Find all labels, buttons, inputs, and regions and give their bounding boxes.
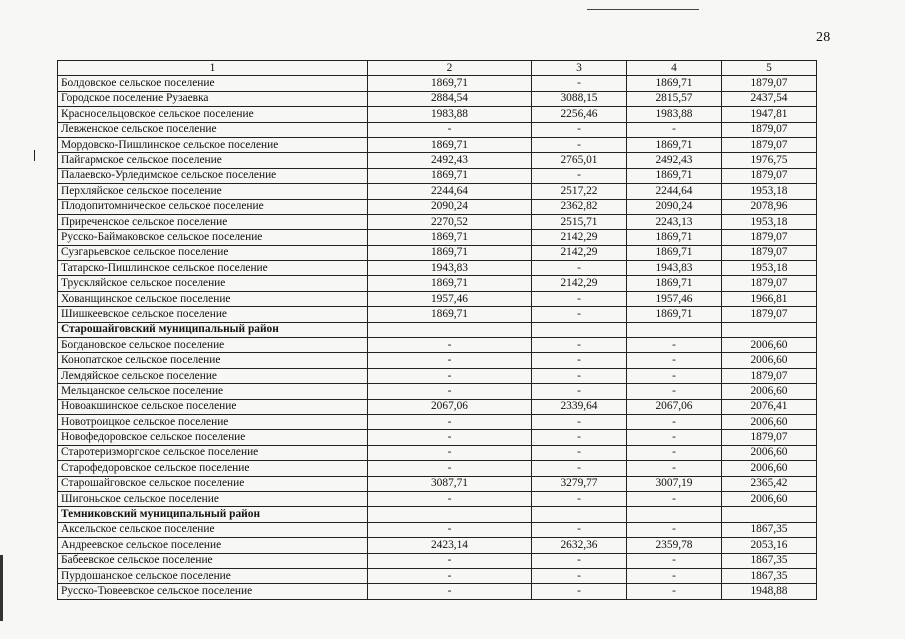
settlement-name-cell: Старотеризморгское сельское поселение	[58, 445, 368, 460]
settlement-name-cell: Русско-Тювеевское сельское поселение	[58, 584, 368, 599]
value-cell-col3: -	[532, 338, 627, 353]
value-cell-col4: 1869,71	[627, 307, 722, 322]
table-row	[58, 568, 817, 583]
table-row	[58, 307, 817, 322]
value-cell-col4: 2243,13	[627, 214, 722, 229]
value-cell-col5: 2006,60	[722, 445, 817, 460]
table-row	[58, 353, 817, 368]
value-cell-col5: 1879,07	[722, 137, 817, 152]
value-cell-col5: 2006,60	[722, 414, 817, 429]
table-row	[58, 122, 817, 137]
value-cell-col3: -	[532, 522, 627, 537]
settlement-name-cell: Мельцанское сельское поселение	[58, 384, 368, 399]
settlement-name-cell: Пайгармское сельское поселение	[58, 153, 368, 168]
value-cell-col3: 2517,22	[532, 184, 627, 199]
value-cell-col2: -	[368, 568, 532, 583]
value-cell-col4: -	[627, 553, 722, 568]
value-cell-col2: -	[368, 384, 532, 399]
settlement-name-cell: Андреевское сельское поселение	[58, 538, 368, 553]
value-cell-col3: 2142,29	[532, 276, 627, 291]
value-cell-col3: 2515,71	[532, 214, 627, 229]
value-cell-col4: -	[627, 338, 722, 353]
value-cell-col5: 1879,07	[722, 430, 817, 445]
table-row	[58, 245, 817, 260]
header-cell: 3	[532, 61, 627, 76]
settlement-name-cell: Шигоньское сельское поселение	[58, 491, 368, 506]
table-row	[58, 399, 817, 414]
value-cell-col2: 2492,43	[368, 153, 532, 168]
value-cell-col3: 2142,29	[532, 245, 627, 260]
settlement-name-cell: Хованщинское сельское поселение	[58, 291, 368, 306]
value-cell-col4: -	[627, 414, 722, 429]
value-cell-col5: 2006,60	[722, 461, 817, 476]
value-cell-col2: 1983,88	[368, 107, 532, 122]
value-cell-col3: -	[532, 307, 627, 322]
value-cell-col4: 1957,46	[627, 291, 722, 306]
value-cell-col3	[532, 507, 627, 522]
value-cell-col4: -	[627, 584, 722, 599]
table-row	[58, 338, 817, 353]
table-row	[58, 91, 817, 106]
value-cell-col2: -	[368, 122, 532, 137]
value-cell-col4: -	[627, 568, 722, 583]
settlement-name-cell: Палаевско-Урледимское сельское поселение	[58, 168, 368, 183]
header-cell: 4	[627, 61, 722, 76]
value-cell-col5: 1879,07	[722, 76, 817, 91]
value-cell-col5: 1947,81	[722, 107, 817, 122]
value-cell-col4: -	[627, 353, 722, 368]
value-cell-col5: 2365,42	[722, 476, 817, 491]
settlement-name-cell: Трускляйское сельское поселение	[58, 276, 368, 291]
table-row	[58, 230, 817, 245]
value-cell-col4: -	[627, 461, 722, 476]
value-cell-col4: -	[627, 522, 722, 537]
value-cell-col2: 1869,71	[368, 168, 532, 183]
value-cell-col3: -	[532, 168, 627, 183]
value-cell-col2: 1869,71	[368, 276, 532, 291]
value-cell-col5: 1966,81	[722, 291, 817, 306]
value-cell-col5: 1948,88	[722, 584, 817, 599]
value-cell-col3: 2339,64	[532, 399, 627, 414]
value-cell-col5: 1879,07	[722, 168, 817, 183]
settlement-name-cell: Новоакшинское сельское поселение	[58, 399, 368, 414]
table-row	[58, 261, 817, 276]
value-cell-col2: 2067,06	[368, 399, 532, 414]
page-number: 28	[816, 30, 831, 45]
table-row	[58, 276, 817, 291]
value-cell-col2: -	[368, 353, 532, 368]
value-cell-col2: 3087,71	[368, 476, 532, 491]
section-row	[58, 322, 817, 337]
value-cell-col5: 1879,07	[722, 122, 817, 137]
value-cell-col4: 2492,43	[627, 153, 722, 168]
header-cell: 2	[368, 61, 532, 76]
value-cell-col4: 1869,71	[627, 276, 722, 291]
value-cell-col3: 2632,36	[532, 538, 627, 553]
value-cell-col4	[627, 507, 722, 522]
data-table	[57, 60, 817, 600]
header-cell: 1	[58, 61, 368, 76]
value-cell-col2: 1869,71	[368, 76, 532, 91]
settlement-name-cell: Плодопитомническое сельское поселение	[58, 199, 368, 214]
section-row	[58, 507, 817, 522]
value-cell-col4: 1869,71	[627, 76, 722, 91]
value-cell-col5: 1953,18	[722, 261, 817, 276]
value-cell-col3: 2765,01	[532, 153, 627, 168]
value-cell-col4: 1869,71	[627, 168, 722, 183]
value-cell-col5: 2006,60	[722, 353, 817, 368]
table-row	[58, 368, 817, 383]
value-cell-col4: 2090,24	[627, 199, 722, 214]
value-cell-col2: 1869,71	[368, 307, 532, 322]
value-cell-col5: 2053,16	[722, 538, 817, 553]
value-cell-col5: 1953,18	[722, 214, 817, 229]
value-cell-col2: -	[368, 445, 532, 460]
value-cell-col5: 1976,75	[722, 153, 817, 168]
table-row	[58, 384, 817, 399]
value-cell-col3: 3088,15	[532, 91, 627, 106]
settlement-name-cell: Богдановское сельское поселение	[58, 338, 368, 353]
value-cell-col4: 1943,83	[627, 261, 722, 276]
binding-mark	[0, 555, 3, 621]
value-cell-col5: 1879,07	[722, 276, 817, 291]
settlement-name-cell: Лемдяйское сельское поселение	[58, 368, 368, 383]
table-row	[58, 445, 817, 460]
settlement-name-cell: Конопатское сельское поселение	[58, 353, 368, 368]
value-cell-col2: -	[368, 584, 532, 599]
value-cell-col5: 1879,07	[722, 307, 817, 322]
value-cell-col2	[368, 507, 532, 522]
value-cell-col3: 3279,77	[532, 476, 627, 491]
value-cell-col4: 1869,71	[627, 245, 722, 260]
value-cell-col5: 1867,35	[722, 553, 817, 568]
settlement-name-cell: Пурдошанское сельское поселение	[58, 568, 368, 583]
settlement-name-cell: Перхляйское сельское поселение	[58, 184, 368, 199]
settlement-name-cell: Сузгарьевское сельское поселение	[58, 245, 368, 260]
value-cell-col3: -	[532, 137, 627, 152]
value-cell-col2: 1957,46	[368, 291, 532, 306]
table-row	[58, 184, 817, 199]
value-cell-col5: 2006,60	[722, 384, 817, 399]
value-cell-col4: 2359,78	[627, 538, 722, 553]
table-row	[58, 168, 817, 183]
value-cell-col5: 1953,18	[722, 184, 817, 199]
value-cell-col3: -	[532, 384, 627, 399]
settlement-name-cell: Русско-Баймаковское сельское поселение	[58, 230, 368, 245]
value-cell-col3: -	[532, 430, 627, 445]
table-row	[58, 538, 817, 553]
settlement-name-cell: Мордовско-Пишлинское сельское поселение	[58, 137, 368, 152]
settlement-name-cell: Городское поселение Рузаевка	[58, 91, 368, 106]
value-cell-col5: 1867,35	[722, 522, 817, 537]
value-cell-col2: -	[368, 338, 532, 353]
value-cell-col3: -	[532, 553, 627, 568]
value-cell-col3: 2142,29	[532, 230, 627, 245]
settlement-name-cell: Левженское сельское поселение	[58, 122, 368, 137]
settlement-name-cell: Темниковский муниципальный район	[58, 507, 368, 522]
value-cell-col5: 2078,96	[722, 199, 817, 214]
value-cell-col3: -	[532, 261, 627, 276]
table-row	[58, 584, 817, 599]
value-cell-col2: -	[368, 461, 532, 476]
value-cell-col3: -	[532, 291, 627, 306]
value-cell-col5: 1867,35	[722, 568, 817, 583]
value-cell-col2: 2270,52	[368, 214, 532, 229]
table-row	[58, 522, 817, 537]
settlement-name-cell: Болдовское сельское поселение	[58, 76, 368, 91]
table-row	[58, 214, 817, 229]
value-cell-col2: -	[368, 430, 532, 445]
table-row	[58, 414, 817, 429]
value-cell-col2: -	[368, 522, 532, 537]
value-cell-col2: 2090,24	[368, 199, 532, 214]
value-cell-col2: -	[368, 368, 532, 383]
value-cell-col4: -	[627, 491, 722, 506]
value-cell-col3: -	[532, 353, 627, 368]
value-cell-col3: 2362,82	[532, 199, 627, 214]
value-cell-col2: 1943,83	[368, 261, 532, 276]
settlement-name-cell: Красносельцовское сельское поселение	[58, 107, 368, 122]
value-cell-col4: 2067,06	[627, 399, 722, 414]
table-row	[58, 461, 817, 476]
settlement-name-cell: Татарско-Пишлинское сельское поселение	[58, 261, 368, 276]
value-cell-col5: 1879,07	[722, 368, 817, 383]
table-row	[58, 553, 817, 568]
value-cell-col3: -	[532, 76, 627, 91]
settlement-name-cell: Новофедоровское сельское поселение	[58, 430, 368, 445]
value-cell-col3	[532, 322, 627, 337]
table-row	[58, 107, 817, 122]
settlement-name-cell: Старошайговское сельское поселение	[58, 476, 368, 491]
value-cell-col2	[368, 322, 532, 337]
settlement-name-cell: Старофедоровское сельское поселение	[58, 461, 368, 476]
settlement-name-cell: Старошайговский муниципальный район	[58, 322, 368, 337]
value-cell-col4: -	[627, 122, 722, 137]
value-cell-col5: 2006,60	[722, 338, 817, 353]
value-cell-col5: 2437,54	[722, 91, 817, 106]
value-cell-col2: 1869,71	[368, 137, 532, 152]
table-row	[58, 153, 817, 168]
value-cell-col2: 2423,14	[368, 538, 532, 553]
value-cell-col5	[722, 507, 817, 522]
settlement-name-cell: Приреченское сельское поселение	[58, 214, 368, 229]
table-row	[58, 476, 817, 491]
table-row	[58, 76, 817, 91]
top-rule	[587, 9, 699, 10]
value-cell-col2: 1869,71	[368, 245, 532, 260]
header-row	[58, 61, 817, 76]
value-cell-col3: -	[532, 368, 627, 383]
value-cell-col2: -	[368, 414, 532, 429]
table-row	[58, 199, 817, 214]
value-cell-col2: -	[368, 553, 532, 568]
value-cell-col4: -	[627, 368, 722, 383]
value-cell-col4: -	[627, 430, 722, 445]
value-cell-col4: 1869,71	[627, 230, 722, 245]
value-cell-col5: 1879,07	[722, 230, 817, 245]
table-row	[58, 491, 817, 506]
value-cell-col2: 1869,71	[368, 230, 532, 245]
value-cell-col4: 2815,57	[627, 91, 722, 106]
value-cell-col4: -	[627, 384, 722, 399]
value-cell-col5: 2006,60	[722, 491, 817, 506]
value-cell-col3: -	[532, 414, 627, 429]
header-cell: 5	[722, 61, 817, 76]
value-cell-col3: -	[532, 568, 627, 583]
value-cell-col4: -	[627, 445, 722, 460]
value-cell-col3: -	[532, 584, 627, 599]
settlement-name-cell: Аксельское сельское поселение	[58, 522, 368, 537]
value-cell-col2: 2244,64	[368, 184, 532, 199]
value-cell-col2: 2884,54	[368, 91, 532, 106]
margin-mark	[34, 150, 35, 161]
value-cell-col4: 2244,64	[627, 184, 722, 199]
value-cell-col5	[722, 322, 817, 337]
settlement-name-cell: Шишкеевское сельское поселение	[58, 307, 368, 322]
value-cell-col3: -	[532, 461, 627, 476]
value-cell-col3: 2256,46	[532, 107, 627, 122]
value-cell-col4: 1983,88	[627, 107, 722, 122]
settlement-name-cell: Новотроицкое сельское поселение	[58, 414, 368, 429]
settlement-name-cell: Бабеевское сельское поселение	[58, 553, 368, 568]
value-cell-col5: 2076,41	[722, 399, 817, 414]
table-row	[58, 430, 817, 445]
value-cell-col4	[627, 322, 722, 337]
value-cell-col4: 3007,19	[627, 476, 722, 491]
table-row	[58, 291, 817, 306]
table-row	[58, 137, 817, 152]
value-cell-col3: -	[532, 491, 627, 506]
value-cell-col3: -	[532, 122, 627, 137]
value-cell-col5: 1879,07	[722, 245, 817, 260]
value-cell-col4: 1869,71	[627, 137, 722, 152]
value-cell-col2: -	[368, 491, 532, 506]
value-cell-col3: -	[532, 445, 627, 460]
